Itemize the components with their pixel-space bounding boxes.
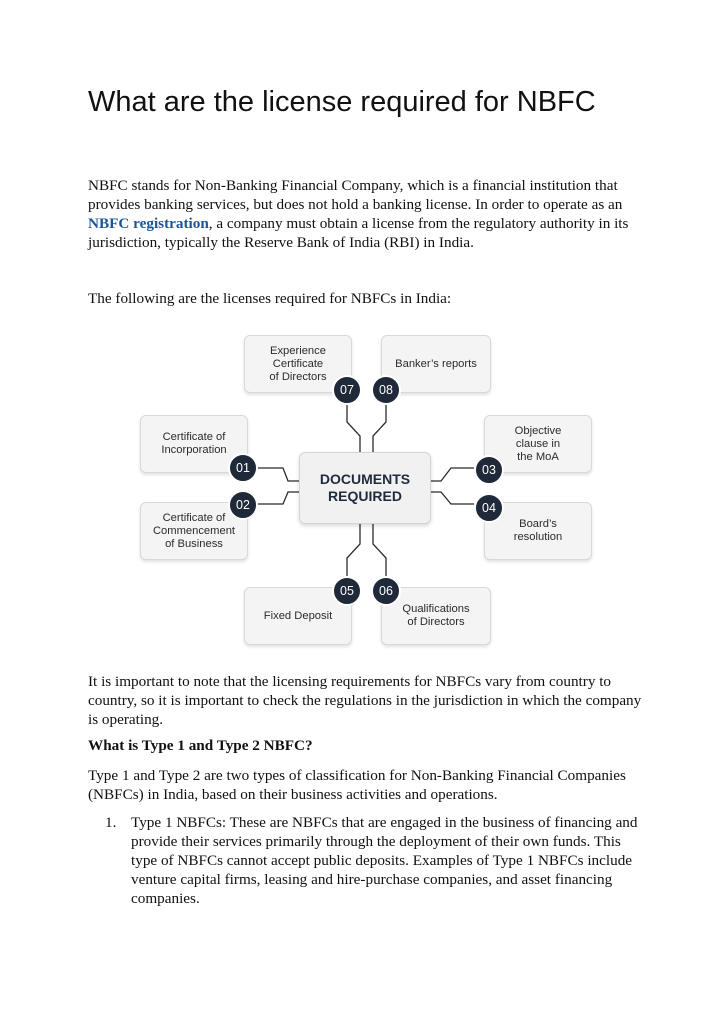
documents-required-center: DOCUMENTS REQUIRED xyxy=(299,452,431,524)
badge-01: 01 xyxy=(228,453,258,483)
card-boards-resolution: Board’s resolution xyxy=(484,502,592,560)
list-item-text: Type 1 NBFCs: These are NBFCs that are engaged in the business of financing and provide their services primarily through the deployment of their own funds. This type of NBFCs cannot accept public deposits. Examples of Type 1 NBFCs include venture capital firms, leasing and hire-purchase companies, and asset financing companies. xyxy=(131,814,638,907)
list-item xyxy=(105,813,645,908)
card-bankers-reports: Banker’s reports xyxy=(381,335,491,393)
badge-02: 02 xyxy=(228,490,258,520)
badge-03: 03 xyxy=(474,455,504,485)
card-objective-clause: Objective clause in the MoA xyxy=(484,415,592,473)
intro-text-before: NBFC stands for Non-Banking Financial Company, which is a financial institution that provides banking services, but does not hold a banking license. In order to operate as an xyxy=(88,177,623,213)
intro-paragraph xyxy=(88,176,648,252)
intro-text-after: , a company must obtain a license from the regulatory authority in its jurisdiction, typically the Reserve Bank of India (RBI) in India. xyxy=(88,215,629,251)
badge-08: 08 xyxy=(371,375,401,405)
badge-07: 07 xyxy=(332,375,362,405)
list-item-number: 1. xyxy=(105,814,117,831)
nbfc-registration-link[interactable]: NBFC registration xyxy=(88,215,209,232)
page-title: What are the license required for NBFC xyxy=(88,86,596,118)
badge-04: 04 xyxy=(474,493,504,523)
badge-05: 05 xyxy=(332,576,362,606)
card-qualifications-directors: Qualifications of Directors xyxy=(381,587,491,645)
type-list xyxy=(105,813,645,908)
important-paragraph: It is important to note that the licensing requirements for NBFCs vary from country to country, so it is important to check the regulations in the jurisdiction in which the company is operating. xyxy=(88,673,642,728)
following-paragraph: The following are the licenses required for NBFCs in India: xyxy=(88,290,452,307)
badge-06: 06 xyxy=(371,576,401,606)
card-certificate-incorporation: Certificate of Incorporation xyxy=(140,415,248,473)
card-fixed-deposit: Fixed Deposit xyxy=(244,587,352,645)
card-experience-certificate: Experience Certificate of Directors xyxy=(244,335,352,393)
documents-required-diagram xyxy=(136,330,596,652)
type-intro-paragraph: Type 1 and Type 2 are two types of classification for Non-Banking Financial Companies (NBFCs) in India, based on their business activities and operations. xyxy=(88,767,626,803)
card-certificate-commencement: Certificate of Commencement of Business xyxy=(140,502,248,560)
type-subheading: What is Type 1 and Type 2 NBFC? xyxy=(88,737,313,754)
